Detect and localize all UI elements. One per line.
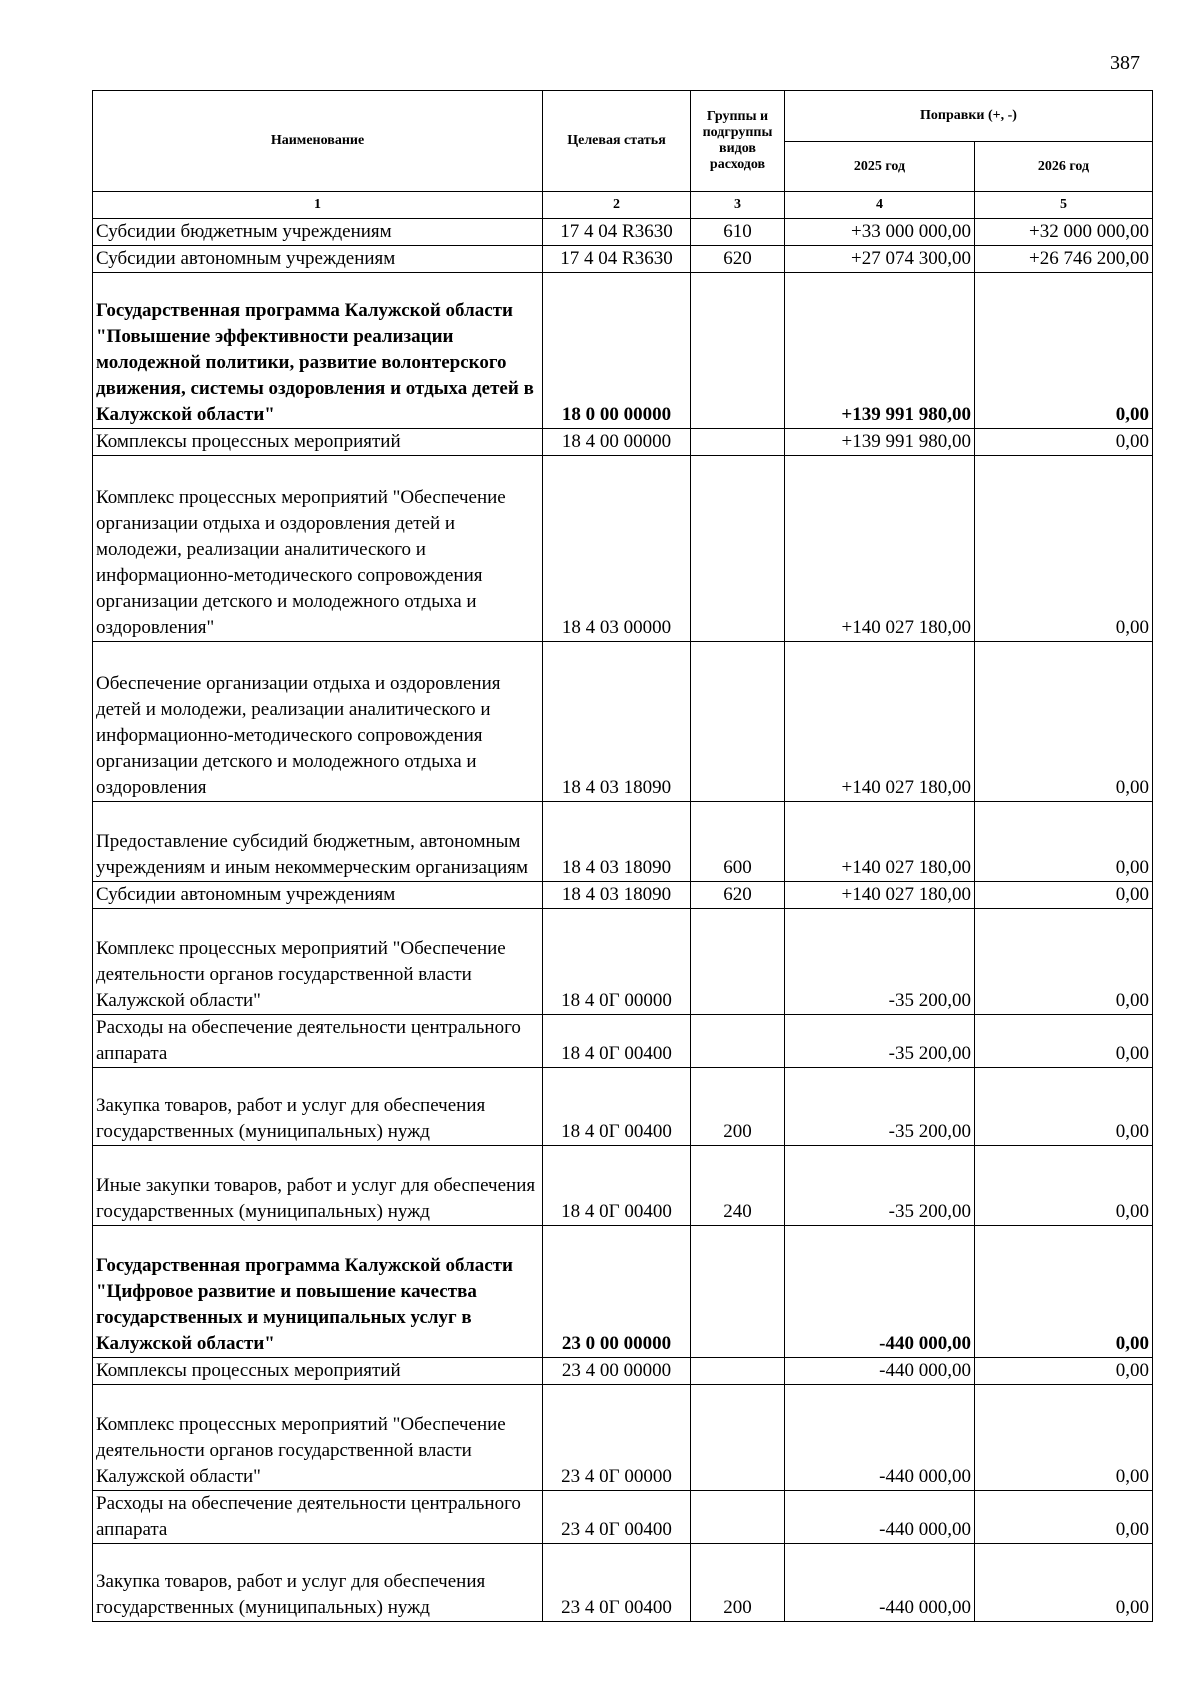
row-target-code: 18 4 0Г 00400 — [543, 1015, 691, 1068]
row-amount-2026: 0,00 — [975, 1544, 1153, 1622]
row-name: Закупка товаров, работ и услуг для обеспечения государственных (муниципальных) нужд — [93, 1544, 543, 1622]
row-name: Закупка товаров, работ и услуг для обеспечения государственных (муниципальных) нужд — [93, 1068, 543, 1146]
row-amount-2026: 0,00 — [975, 1015, 1153, 1068]
table-row — [93, 1358, 1153, 1385]
row-name: Комплексы процессных мероприятий — [93, 429, 543, 456]
row-amount-2026: 0,00 — [975, 273, 1153, 429]
row-target-code: 23 4 0Г 00000 — [543, 1385, 691, 1491]
col-number-3: 3 — [691, 192, 785, 219]
row-amount-2025: -440 000,00 — [785, 1385, 975, 1491]
row-amount-2026: 0,00 — [975, 802, 1153, 882]
row-target-code: 18 4 03 18090 — [543, 802, 691, 882]
table-row — [93, 882, 1153, 909]
table-row — [93, 273, 1153, 429]
table-row — [93, 802, 1153, 882]
row-name: Комплекс процессных мероприятий "Обеспечение деятельности органов государственной власти Калужской области" — [93, 1385, 543, 1491]
col-number-4: 4 — [785, 192, 975, 219]
table-row — [93, 1015, 1153, 1068]
table-row — [93, 456, 1153, 642]
row-name: Субсидии автономным учреждениям — [93, 246, 543, 273]
row-group-code — [691, 273, 785, 429]
table-row — [93, 1491, 1153, 1544]
row-group-code — [691, 909, 785, 1015]
row-group-code: 240 — [691, 1146, 785, 1226]
row-target-code: 18 4 03 00000 — [543, 456, 691, 642]
row-group-code — [691, 1385, 785, 1491]
table-row — [93, 1544, 1153, 1622]
row-target-code: 18 4 0Г 00000 — [543, 909, 691, 1015]
row-amount-2025: -35 200,00 — [785, 1015, 975, 1068]
row-name: Расходы на обеспечение деятельности центрального аппарата — [93, 1015, 543, 1068]
row-group-code — [691, 1358, 785, 1385]
row-target-code: 17 4 04 R3630 — [543, 246, 691, 273]
row-group-code: 610 — [691, 219, 785, 246]
row-amount-2025: -35 200,00 — [785, 909, 975, 1015]
row-amount-2026: 0,00 — [975, 882, 1153, 909]
row-target-code: 18 4 0Г 00400 — [543, 1068, 691, 1146]
col-number-2: 2 — [543, 192, 691, 219]
row-amount-2025: -440 000,00 — [785, 1544, 975, 1622]
table-row — [93, 909, 1153, 1015]
row-amount-2025: +140 027 180,00 — [785, 882, 975, 909]
row-group-code — [691, 642, 785, 802]
row-amount-2026: +32 000 000,00 — [975, 219, 1153, 246]
budget-amendments-table — [92, 90, 1153, 1622]
row-amount-2025: -440 000,00 — [785, 1491, 975, 1544]
row-target-code: 23 4 0Г 00400 — [543, 1491, 691, 1544]
row-name: Государственная программа Калужской области "Повышение эффективности реализации молодежной политики, развитие волонтерского движения, системы оздоровления и отдыха детей в Калужской области" — [93, 273, 543, 429]
row-amount-2026: 0,00 — [975, 909, 1153, 1015]
table-row — [93, 246, 1153, 273]
table-row — [93, 642, 1153, 802]
table-row — [93, 1146, 1153, 1226]
row-group-code: 600 — [691, 802, 785, 882]
row-group-code: 200 — [691, 1068, 785, 1146]
row-group-code — [691, 456, 785, 642]
row-amount-2026: 0,00 — [975, 1491, 1153, 1544]
row-target-code: 23 0 00 00000 — [543, 1226, 691, 1358]
row-target-code: 17 4 04 R3630 — [543, 219, 691, 246]
header-amendments: Поправки (+, -) — [785, 91, 1153, 142]
column-numbers-row — [93, 192, 1153, 219]
table-row — [93, 1226, 1153, 1358]
header-name: Наименование — [93, 91, 543, 192]
row-name: Предоставление субсидий бюджетным, автономным учреждениям и иным некоммерческим организациям — [93, 802, 543, 882]
row-target-code: 18 4 03 18090 — [543, 642, 691, 802]
row-amount-2026: 0,00 — [975, 1226, 1153, 1358]
row-group-code — [691, 429, 785, 456]
row-amount-2025: +140 027 180,00 — [785, 802, 975, 882]
header-target: Целевая статья — [543, 91, 691, 192]
row-name: Субсидии бюджетным учреждениям — [93, 219, 543, 246]
row-amount-2026: 0,00 — [975, 456, 1153, 642]
row-amount-2025: -440 000,00 — [785, 1226, 975, 1358]
table-body — [93, 219, 1153, 1622]
row-name: Государственная программа Калужской области "Цифровое развитие и повышение качества государственных и муниципальных услуг в Калужской области" — [93, 1226, 543, 1358]
table-row — [93, 1068, 1153, 1146]
row-amount-2025: -35 200,00 — [785, 1068, 975, 1146]
row-name: Расходы на обеспечение деятельности центрального аппарата — [93, 1491, 543, 1544]
row-target-code: 18 4 03 18090 — [543, 882, 691, 909]
table-row — [93, 219, 1153, 246]
header-year-2025: 2025 год — [785, 142, 975, 192]
row-name: Комплексы процессных мероприятий — [93, 1358, 543, 1385]
row-target-code: 18 0 00 00000 — [543, 273, 691, 429]
row-group-code — [691, 1226, 785, 1358]
row-target-code: 23 4 0Г 00400 — [543, 1544, 691, 1622]
row-amount-2025: +33 000 000,00 — [785, 219, 975, 246]
row-group-code: 620 — [691, 246, 785, 273]
row-amount-2025: +27 074 300,00 — [785, 246, 975, 273]
header-year-2026: 2026 год — [975, 142, 1153, 192]
row-amount-2025: +139 991 980,00 — [785, 273, 975, 429]
table-row — [93, 1385, 1153, 1491]
header-groups: Группы и подгруппы видов расходов — [691, 91, 785, 192]
row-target-code: 23 4 00 00000 — [543, 1358, 691, 1385]
row-amount-2026: 0,00 — [975, 1068, 1153, 1146]
row-name: Комплекс процессных мероприятий "Обеспечение организации отдыха и оздоровления детей и молодежи, реализации аналитического и информационно-методического сопровождения организации детского и молодежного отдыха и оздоровления" — [93, 456, 543, 642]
row-name: Обеспечение организации отдыха и оздоровления детей и молодежи, реализации аналитического и информационно-методического сопровождения организации детского и молодежного отдыха и оздоровления — [93, 642, 543, 802]
row-target-code: 18 4 00 00000 — [543, 429, 691, 456]
row-name: Иные закупки товаров, работ и услуг для обеспечения государственных (муниципальных) нужд — [93, 1146, 543, 1226]
row-name: Комплекс процессных мероприятий "Обеспечение деятельности органов государственной власти Калужской области" — [93, 909, 543, 1015]
row-amount-2025: -35 200,00 — [785, 1146, 975, 1226]
table-row — [93, 429, 1153, 456]
row-amount-2025: +140 027 180,00 — [785, 642, 975, 802]
row-group-code: 620 — [691, 882, 785, 909]
row-group-code: 200 — [691, 1544, 785, 1622]
row-amount-2025: -440 000,00 — [785, 1358, 975, 1385]
col-number-1: 1 — [93, 192, 543, 219]
row-amount-2025: +140 027 180,00 — [785, 456, 975, 642]
row-amount-2026: 0,00 — [975, 642, 1153, 802]
row-target-code: 18 4 0Г 00400 — [543, 1146, 691, 1226]
row-amount-2026: 0,00 — [975, 1146, 1153, 1226]
row-amount-2026: 0,00 — [975, 1358, 1153, 1385]
row-amount-2025: +139 991 980,00 — [785, 429, 975, 456]
row-group-code — [691, 1491, 785, 1544]
page-number: 387 — [1110, 52, 1140, 74]
row-amount-2026: +26 746 200,00 — [975, 246, 1153, 273]
row-amount-2026: 0,00 — [975, 429, 1153, 456]
col-number-5: 5 — [975, 192, 1153, 219]
row-amount-2026: 0,00 — [975, 1385, 1153, 1491]
row-group-code — [691, 1015, 785, 1068]
row-name: Субсидии автономным учреждениям — [93, 882, 543, 909]
